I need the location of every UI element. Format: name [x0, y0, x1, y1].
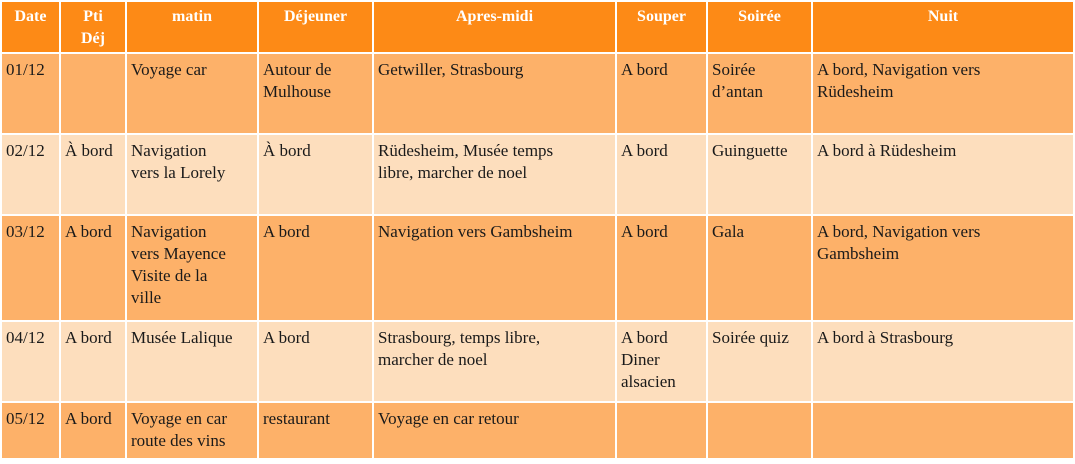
cell-text: A bord — [621, 60, 668, 79]
cell-nuit — [813, 54, 1073, 133]
header-label: Soirée — [738, 8, 781, 25]
cell-text: A bord, Navigation vers — [817, 60, 981, 79]
cell-text: ville — [131, 288, 162, 307]
table-row — [2, 216, 1073, 320]
header-label: Déjeuner — [283, 8, 348, 25]
cell-text: A bord — [65, 328, 112, 347]
cell-apres-midi — [374, 54, 615, 133]
cell-souper — [617, 322, 706, 401]
cell-apres-midi — [374, 135, 615, 214]
cell-date — [2, 403, 59, 458]
cell-text: A bord à Rüdesheim — [817, 141, 957, 160]
cell-text: Mulhouse — [263, 82, 331, 101]
header-dejeuner — [259, 2, 372, 52]
table-row — [2, 135, 1073, 214]
header-label: Date — [14, 8, 47, 25]
cell-text: Rüdesheim — [817, 82, 894, 101]
cell-text: 03/12 — [6, 222, 45, 241]
cell-text: restaurant — [263, 409, 331, 428]
cell-soiree — [708, 135, 811, 214]
cell-text: 02/12 — [6, 141, 45, 160]
cell-souper — [617, 403, 706, 458]
cell-soiree — [708, 216, 811, 320]
cell-text: Voyage car — [131, 60, 207, 79]
cell-souper — [617, 135, 706, 214]
cell-soiree — [708, 54, 811, 133]
header-date — [2, 2, 59, 52]
cell-apres-midi — [374, 403, 615, 458]
cell-text: alsacien — [621, 372, 676, 391]
table-row — [2, 403, 1073, 458]
cell-souper — [617, 54, 706, 133]
header-label: matin — [172, 8, 212, 25]
cell-dejeuner — [259, 403, 372, 458]
cell-nuit — [813, 403, 1073, 458]
cell-text: A bord à Strasbourg — [817, 328, 954, 347]
cell-text: Rüdesheim, Musée temps — [378, 141, 554, 160]
cell-soiree — [708, 322, 811, 401]
cell-date — [2, 135, 59, 214]
cell-text: Autour de — [263, 60, 332, 79]
cell-text: Gambsheim — [817, 244, 900, 263]
cell-text: A bord — [621, 222, 668, 241]
cell-text: A bord — [65, 222, 112, 241]
cell-text: 01/12 — [6, 60, 45, 79]
cell-text: A bord — [263, 222, 310, 241]
cell-dejeuner — [259, 216, 372, 320]
cell-text: vers la Lorely — [131, 163, 226, 182]
cell-souper — [617, 216, 706, 320]
cell-text: route des vins — [131, 431, 226, 450]
cell-dejeuner — [259, 135, 372, 214]
cell-text: Strasbourg, temps libre, — [378, 328, 541, 347]
cell-pti-dej — [61, 135, 125, 214]
cell-text: d’antan — [712, 82, 763, 101]
header-row — [2, 2, 1073, 52]
header-pti-dej — [61, 2, 125, 52]
cell-nuit — [813, 135, 1073, 214]
cell-pti-dej — [61, 322, 125, 401]
cell-text: Voyage en car retour — [378, 409, 519, 428]
cell-text: Voyage en car — [131, 409, 227, 428]
cell-text: Musée Lalique — [131, 328, 233, 347]
cell-pti-dej — [61, 216, 125, 320]
cell-text: Diner — [621, 350, 660, 369]
cell-soiree — [708, 403, 811, 458]
cell-text: Navigation vers Gambsheim — [378, 222, 573, 241]
cell-text: marcher de noel — [378, 350, 488, 369]
cell-nuit — [813, 322, 1073, 401]
cell-matin — [127, 322, 257, 401]
cell-pti-dej — [61, 54, 125, 133]
cell-nuit — [813, 216, 1073, 320]
header-apres-midi — [374, 2, 615, 52]
cell-text: Guinguette — [712, 141, 788, 160]
cell-text: A bord — [65, 409, 112, 428]
cell-text: vers Mayence — [131, 244, 226, 263]
cell-text: 05/12 — [6, 409, 45, 428]
cell-matin — [127, 54, 257, 133]
cell-apres-midi — [374, 216, 615, 320]
cell-text: À bord — [263, 141, 311, 160]
cell-matin — [127, 216, 257, 320]
cell-matin — [127, 403, 257, 458]
table-row — [2, 54, 1073, 133]
cell-date — [2, 54, 59, 133]
header-label: Souper — [637, 8, 686, 25]
cell-text: A bord — [621, 141, 668, 160]
cell-text: A bord, Navigation vers — [817, 222, 981, 241]
cell-apres-midi — [374, 322, 615, 401]
header-label: Nuit — [927, 8, 959, 25]
cell-date — [2, 216, 59, 320]
cell-text: Gala — [712, 222, 745, 241]
header-label: Apres-midi — [455, 8, 534, 25]
cell-text: À bord — [65, 141, 113, 160]
cell-text: Navigation — [131, 222, 207, 241]
header-label: Pti — [83, 8, 103, 25]
cell-date — [2, 322, 59, 401]
cell-pti-dej — [61, 403, 125, 458]
cell-text: Getwiller, Strasbourg — [378, 60, 524, 79]
table-row — [2, 322, 1073, 401]
cell-text: 04/12 — [6, 328, 45, 347]
cell-text: Visite de la — [131, 266, 208, 285]
header-nuit — [813, 2, 1073, 52]
cell-text: A bord — [263, 328, 310, 347]
cell-dejeuner — [259, 54, 372, 133]
cell-text: Navigation — [131, 141, 207, 160]
cell-text: Soirée quiz — [712, 328, 789, 347]
cell-dejeuner — [259, 322, 372, 401]
header-matin — [127, 2, 257, 52]
cell-text: A bord — [621, 328, 668, 347]
header-souper — [617, 2, 706, 52]
cell-matin — [127, 135, 257, 214]
header-label: Déj — [81, 30, 105, 47]
cell-text: libre, marcher de noel — [378, 163, 528, 182]
cell-text: Soirée — [712, 60, 756, 79]
header-soiree — [708, 2, 811, 52]
